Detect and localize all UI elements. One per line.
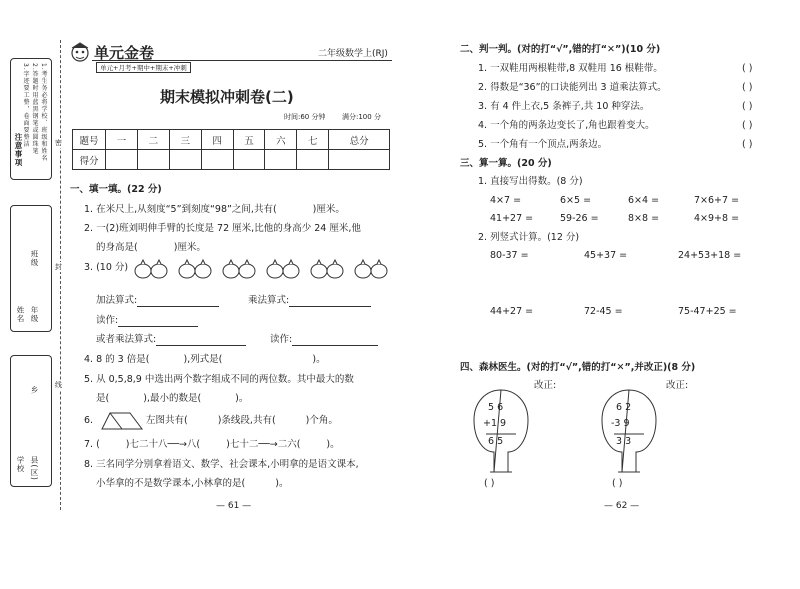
seal-label-2: 封 [55, 263, 62, 271]
town-label: 乡 [30, 386, 39, 395]
score-table [72, 129, 390, 170]
q7-c: )。 [326, 439, 340, 450]
q4 [84, 354, 326, 366]
oral-calc-1[interactable]: 4×7 = [490, 195, 522, 206]
q3-label: 3. (10 分) [84, 262, 129, 273]
q6-figure [100, 410, 144, 432]
grade-label: 年级 [30, 306, 39, 323]
tree2-line1: 6 2 [616, 402, 632, 413]
subject-label: 二年级数学上(RJ) [318, 49, 388, 59]
tree2-paren[interactable]: ( ) [612, 478, 623, 489]
q5-line1: 5. 从 0,5,8,9 中选出两个数字组成不同的两位数。其中最大的数 [84, 374, 354, 385]
score-input-cell[interactable] [169, 150, 201, 170]
brand-subtitle: 单元+月考+期中+期末+冲刺 [96, 62, 191, 73]
q4-mid: ),列式是( [183, 354, 223, 365]
score-input-cell[interactable] [329, 150, 390, 170]
tomato-row [134, 258, 394, 280]
judge-paren-4[interactable]: ( ) [742, 120, 753, 131]
class-label: 班级 [30, 250, 39, 267]
q3-mul-label: 乘法算式: [248, 295, 290, 306]
seal-line [60, 40, 61, 510]
section2-title: 二、判一判。(对的打“√”,错的打“✕”)(10 分) [460, 44, 661, 55]
q7-text: 7. ( [84, 439, 100, 450]
page-title: 期末模拟冲刺卷(二) [160, 88, 294, 106]
q6-mid: )条线段,共有( [217, 415, 276, 426]
judge-item-2: 2. 得数是“36”的口诀能列出 3 道乘法算式。 [478, 82, 667, 93]
q2-text: 的身高是( [96, 242, 138, 253]
tree-icon [598, 388, 660, 474]
vertical-calc-6[interactable]: 75-47+25 = [678, 306, 737, 317]
county-label: 县(区) [30, 456, 39, 481]
score-cell: 五 [233, 130, 265, 150]
binding-sidebar [0, 0, 62, 589]
class-info-box [10, 205, 52, 332]
score-cell: 七 [297, 130, 329, 150]
fix-label-2: 改正: [666, 380, 689, 391]
score-input-cell[interactable] [265, 150, 297, 170]
score-input-cell[interactable] [297, 150, 329, 170]
judge-item-5: 5. 一个角有一个顶点,两条边。 [478, 139, 608, 150]
q4-end: )。 [312, 354, 326, 365]
oral-calc-5[interactable]: 41+27 = [490, 213, 534, 224]
q3-read1-label: 读作: [96, 315, 119, 326]
q8-line2 [96, 478, 288, 490]
fix-label-1: 改正: [534, 380, 557, 391]
header-rule [92, 60, 392, 61]
judge-item-1: 1. 一双鞋用两根鞋带,8 双鞋用 16 根鞋带。 [478, 63, 663, 74]
oral-calc-title: 1. 直接写出得数。(8 分) [478, 176, 583, 187]
q2-line1: 2. 一(2)班刘明伸手臂的长度是 72 厘米,比他的身高少 24 厘米,他 [84, 223, 361, 234]
judge-paren-1[interactable]: ( ) [742, 63, 753, 74]
q7-b: )七十二──→二六( [226, 439, 301, 450]
judge-item-4: 4. 一个角的两条边变长了,角也跟着变大。 [478, 120, 655, 131]
vertical-calc-title: 2. 列竖式计算。(12 分) [478, 232, 580, 243]
score-table-header-row [73, 130, 390, 150]
q3-or-row [96, 334, 246, 346]
oral-calc-7[interactable]: 8×8 = [628, 213, 660, 224]
score-input-cell[interactable] [233, 150, 265, 170]
judge-item-3: 3. 有 4 件上衣,5 条裤子,共 10 种穿法。 [478, 101, 650, 112]
q1-text: 1. 在米尺上,从刻度“5”到刻度“98”之间,共有( [84, 204, 277, 215]
oral-calc-6[interactable]: 59-26 = [560, 213, 599, 224]
seal-label-1: 密 [55, 139, 62, 147]
q7-a: )七二十八──→八( [125, 439, 201, 450]
oral-calc-8[interactable]: 4×9+8 = [694, 213, 740, 224]
score-cell: 三 [169, 130, 201, 150]
q3-or-label: 或者乘法算式: [96, 334, 157, 345]
notice-box [10, 58, 52, 180]
q3-read1-row [96, 315, 198, 327]
tree1-paren[interactable]: ( ) [484, 478, 495, 489]
vertical-calc-3[interactable]: 24+53+18 = [678, 250, 742, 261]
q6-label: 6. [84, 415, 94, 426]
q8-end: )。 [275, 478, 289, 489]
q1 [84, 204, 345, 216]
judge-paren-2[interactable]: ( ) [742, 82, 753, 93]
tree2-line3: 3 3 [616, 436, 632, 447]
score-cell: 题号 [73, 130, 106, 150]
q4-text: 4. 8 的 3 倍是( [84, 354, 150, 365]
q5-text: 是( [96, 393, 110, 404]
oral-calc-3[interactable]: 6×4 = [628, 195, 660, 206]
score-cell: 总分 [329, 130, 390, 150]
tomato-icons [134, 258, 394, 280]
section1-title: 一、填一填。(22 分) [70, 184, 162, 195]
tree-icon [470, 388, 532, 474]
score-input-cell[interactable] [137, 150, 169, 170]
q3-add-blank[interactable] [137, 306, 219, 307]
score-input-cell[interactable] [106, 150, 138, 170]
school-label: 学校 [16, 456, 25, 473]
mascot-icon [68, 42, 92, 68]
score-info: 满分:100 分 [342, 113, 381, 121]
q5-mid: ),最小的数是( [143, 393, 202, 404]
brand-name: 单元金卷 [94, 44, 155, 62]
vertical-calc-4[interactable]: 44+27 = [490, 306, 534, 317]
notice-title: 注意事项 [14, 133, 23, 167]
q6-end: )个角。 [305, 415, 338, 426]
notice-line-3: 3.字迹要工整，卷面要整洁 [22, 63, 29, 148]
tree2-line2: -3 9 [611, 418, 630, 429]
q3-read1-blank[interactable] [118, 326, 198, 327]
q5-end: )。 [235, 393, 249, 404]
tree-1 [470, 388, 532, 474]
tomato-icon-group [135, 260, 387, 278]
q5-line2 [96, 393, 248, 405]
vertical-calc-2[interactable]: 45+37 = [584, 250, 628, 261]
tree1-line1: 5 6 [488, 402, 504, 413]
score-cell: 二 [137, 130, 169, 150]
tree1-line2: +1 9 [483, 418, 507, 429]
vertical-calc-1[interactable]: 80-37 = [490, 250, 529, 261]
q3-add-label: 加法算式: [96, 295, 138, 306]
oral-calc-2[interactable]: 6×5 = [560, 195, 592, 206]
q7 [84, 439, 340, 451]
section4-title: 四、森林医生。(对的打“√”,错的打“✕”,并改正)(8 分) [460, 362, 696, 373]
score-table-score-row [73, 150, 390, 170]
page-number-right: — 62 — [604, 501, 640, 511]
score-row-label: 得分 [73, 150, 106, 170]
q6-text: 左图共有( [146, 415, 188, 426]
school-info-box [10, 355, 52, 487]
q3-mul-blank[interactable] [289, 306, 371, 307]
q2-end: )厘米。 [173, 242, 206, 253]
notice-line-2: 2.答题时用蓝黑钢笔或圆珠笔 [31, 63, 38, 155]
q3-add-row [96, 295, 219, 307]
q8-line1: 8. 三名同学分别拿着语文、数学、社会课本,小明拿的是语文课本, [84, 459, 359, 470]
score-cell: 四 [201, 130, 233, 150]
q3-mul-row [248, 295, 371, 307]
page-number-left: — 61 — [216, 501, 252, 511]
brand-logo [68, 42, 92, 68]
seal-label-3: 线 [55, 381, 62, 389]
oral-calc-4[interactable]: 7×6+7 = [694, 195, 740, 206]
vertical-calc-5[interactable]: 72-45 = [584, 306, 623, 317]
trapezoid-figure-icon [100, 410, 144, 432]
tree1-line3: 6 5 [488, 436, 504, 447]
score-cell: 一 [106, 130, 138, 150]
judge-paren-5[interactable]: ( ) [742, 139, 753, 150]
q3-read2-blank[interactable] [292, 345, 378, 346]
time-info: 时间:60 分钟 [284, 113, 326, 121]
judge-paren-3[interactable]: ( ) [742, 101, 753, 112]
section3-title: 三、算一算。(20 分) [460, 158, 552, 169]
q8-text: 小华拿的不是数学课本,小林拿的是( [96, 478, 246, 489]
q1-end: )厘米。 [312, 204, 345, 215]
score-input-cell[interactable] [201, 150, 233, 170]
q3-or-blank[interactable] [156, 345, 246, 346]
tree-2 [598, 388, 660, 474]
name-label: 姓名 [16, 306, 25, 323]
q3-read2-row [270, 334, 378, 346]
q2-line2 [96, 242, 206, 254]
notice-line-1: 1.考生务必将学校、班级和姓名 [40, 63, 47, 162]
q3-read2-label: 读作: [270, 334, 293, 345]
score-cell: 六 [265, 130, 297, 150]
q6-row [146, 415, 338, 427]
